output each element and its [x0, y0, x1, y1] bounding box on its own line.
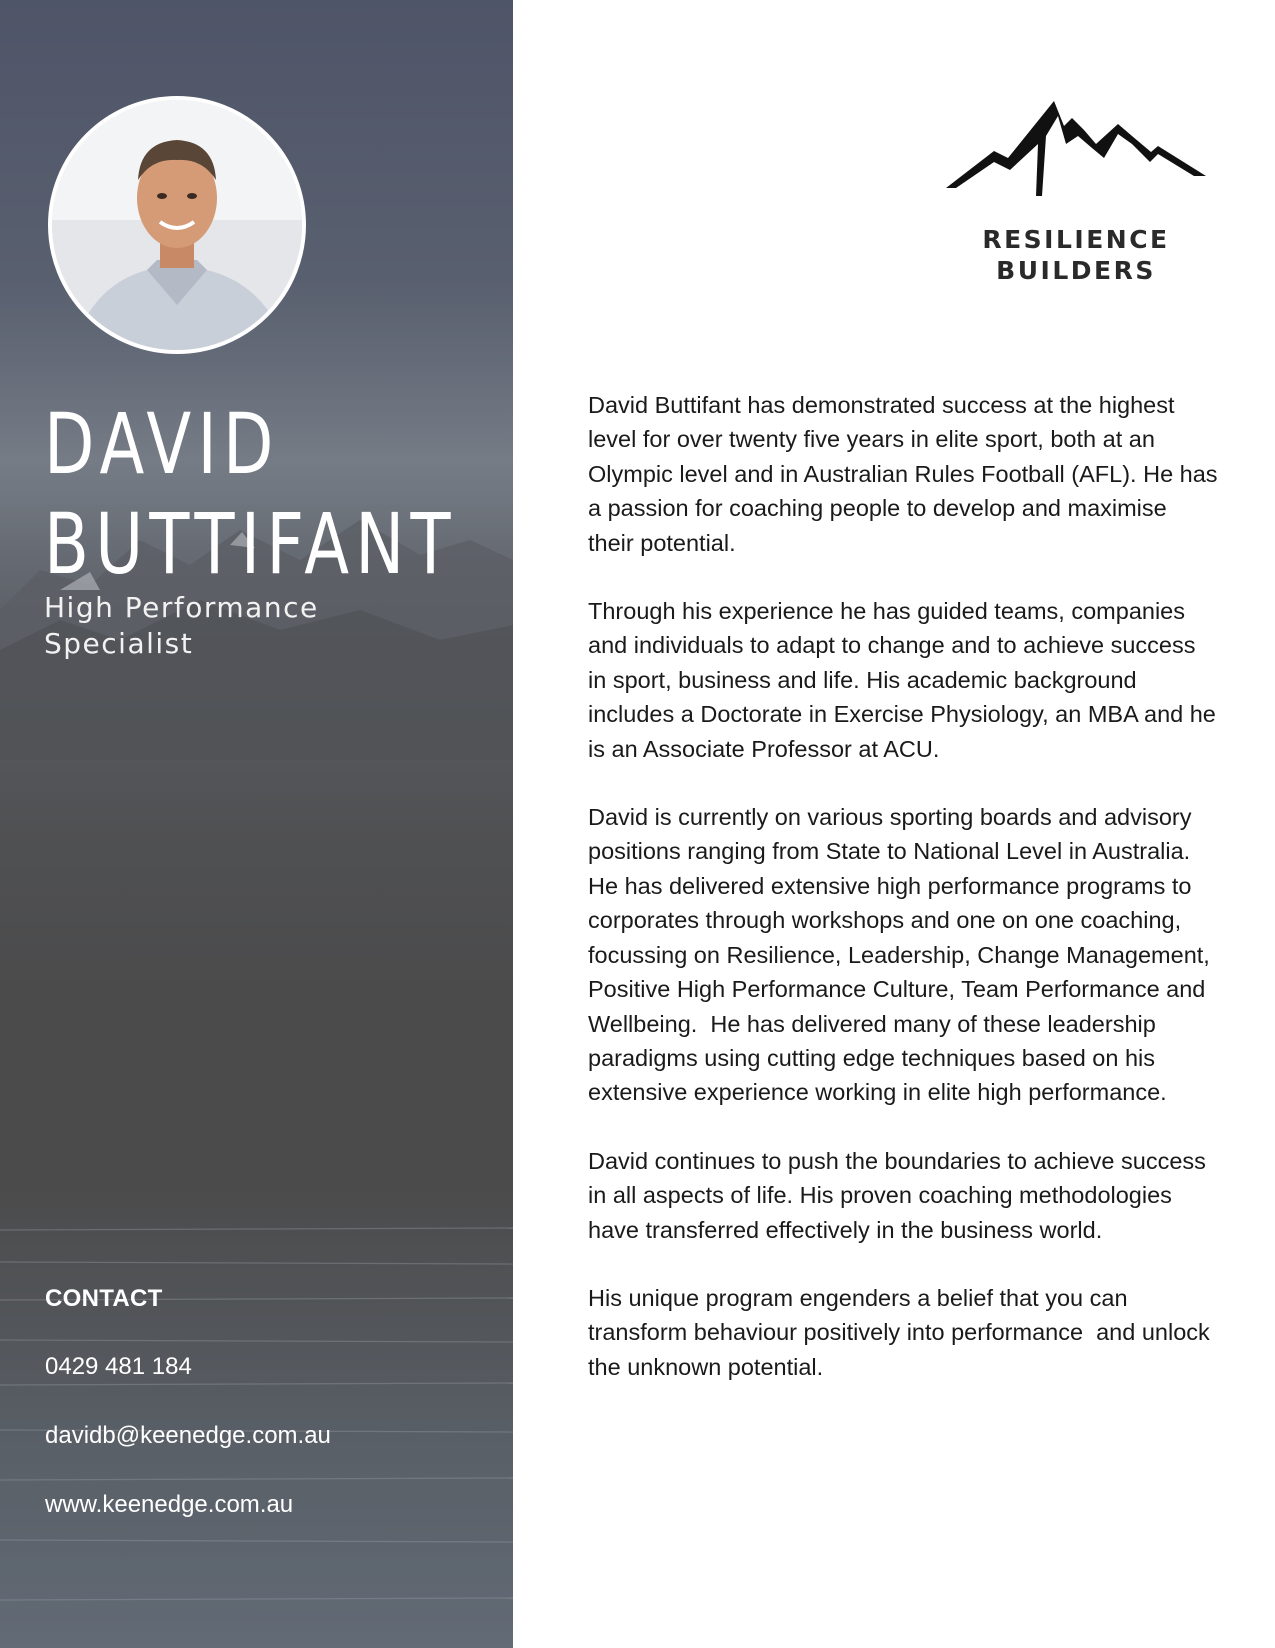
- contact-heading: CONTACT: [45, 1285, 163, 1312]
- bio-paragraph: His unique program engenders a belief that you can transform behaviour positively into performance and unlock the unknown potential.: [588, 1284, 1217, 1380]
- logo-line1: RESILIENCE: [982, 225, 1170, 254]
- mountain-peaks-icon: [946, 96, 1206, 201]
- logo-line2: BUILDERS: [996, 256, 1156, 285]
- last-name: BUTTIFANT: [44, 495, 457, 593]
- first-name: DAVID: [44, 395, 280, 493]
- contact-website[interactable]: www.keenedge.com.au: [45, 1491, 294, 1518]
- bio-paragraph: David continues to push the boundaries to achieve success in all aspects of life. His proven coaching methodologies have transferred effectively in the business world.: [588, 1147, 1213, 1243]
- bio-paragraph: Through his experience he has guided teams, companies and individuals to adapt to change and to achieve success in sport, business and life. His academic background includes a Doctorate in Exercise Physiology, an MBA and he is an Associate Professor at ACU.: [588, 598, 1223, 762]
- bio-paragraph: David Buttifant has demonstrated success at the highest level for over twenty five years in elite sport, both at an Olympic level and in Australian Rules Football (AFL). He has a passion for coaching people to develop and maximise their potential.: [588, 392, 1225, 556]
- person-name: [44, 394, 457, 594]
- job-title-line1: High Performance: [44, 591, 319, 624]
- portrait-icon: [52, 100, 302, 350]
- resilience-builders-logo: [940, 96, 1212, 286]
- sidebar-panel: [0, 0, 513, 1648]
- job-title: [44, 590, 424, 662]
- biography: [588, 388, 1225, 1418]
- contact-email[interactable]: davidb@keenedge.com.au: [45, 1422, 331, 1449]
- bio-paragraph: David is currently on various sporting boards and advisory positions ranging from State to National Level in Australia. He has delivered extensive high performance programs to corporates through workshops and one on one coaching, focussing on Resilience, Leadership, Change Management, Positive High Performance Culture, Team Performance and Wellbeing. He has delivered many of these leadership paradigms using cutting edge techniques based on his extensive experience working in elite high performance.: [588, 804, 1217, 1106]
- profile-photo: [48, 96, 306, 354]
- job-title-line2: Specialist: [44, 627, 194, 660]
- contact-phone[interactable]: 0429 481 184: [45, 1353, 192, 1380]
- logo-text: [940, 224, 1212, 286]
